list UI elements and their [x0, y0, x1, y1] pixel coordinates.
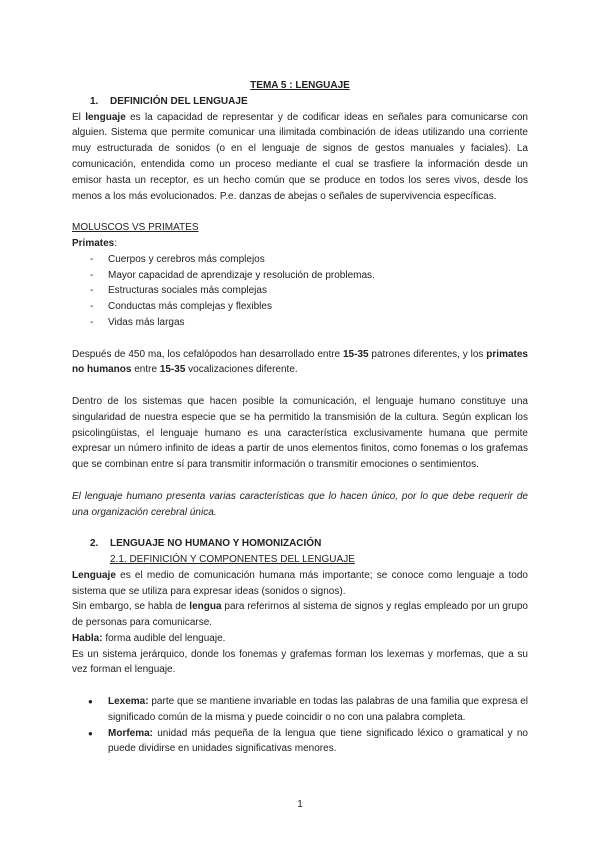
document-title: TEMA 5 : LENGUAJE	[250, 80, 350, 91]
italic-note: El lenguaje humano presenta varias características que lo hacen único, por lo que debe requerir de una organización cerebral única.	[72, 490, 528, 518]
primates-label: Primates:	[72, 237, 118, 249]
list-item: - Cuerpos y cerebros más complejos	[72, 252, 528, 268]
intro-paragraph: El lenguaje es la capacidad de representar y de codificar ideas en señales para comunicarse con alguien. Sistema que permite comunicar una ilimitada combinación de ideas utilizando una corriente muy estructurada de sonidos (o en el lenguaje de signos de gestos manuales y faciales). La comunicación, entendida como un proceso mediante el cual se trasfiere la información desde un emisor hasta un receptor, es un hecho común que se produce en todos los seres vivos, desde los menos a los más evolucionados. P.e. danzas de abejas o señales de supervivencia específicas.	[72, 111, 528, 202]
lenguaje-paragraph: Lenguaje es el medio de comunicación humana más importante; se conoce como lenguaje a todo sistema que se utiliza para expresar ideas (sonidos o signos).	[72, 569, 528, 597]
moluscos-heading: MOLUSCOS VS PRIMATES	[72, 222, 199, 234]
habla-paragraph: Habla: forma audible del lenguaje.	[72, 632, 226, 644]
bullet-icon: ●	[88, 697, 93, 707]
list-item-morfema: ● Morfema: unidad más pequeña de la lengua que tiene significado léxico o gramatical y no puede dividirse en unidades significativas menores.	[88, 727, 528, 755]
list-item: - Mayor capacidad de aprendizaje y resolución de problemas.	[72, 268, 528, 284]
document-page	[72, 0, 528, 757]
section-2-heading: 2. LENGUAJE NO HUMANO Y HOMONIZACIÓN	[90, 538, 322, 550]
list-item: - Vidas más largas	[72, 315, 528, 331]
list-item-lexema: ● Lexema: parte que se mantiene invariable en todas las palabras de una familia que expresa el significado común de la misma y puede coincidir o no con una palabra completa.	[88, 696, 528, 723]
subsection-2-1-heading: 2.1. DEFINICIÓN Y COMPONENTES DEL LENGUAJE	[110, 553, 355, 565]
lengua-paragraph: Sin embargo, se habla de lengua para referirnos al sistema de signos y reglas empleado por un grupo de personas para comunicarse.	[72, 601, 528, 629]
primates-list	[72, 252, 528, 331]
dentro-paragraph: Dentro de los sistemas que hacen posible la comunicación, el lenguaje humano constituye una singularidad de nuestra especie que se ha permitido la transmisión de la cultura. Según explican los psicolingüistas, el lenguaje humano es una característica exclusivamente humana que permite expresar un número infinito de ideas a partir de unos elementos finitos, como fonemas o los grafemas que se combinan entre sí para transmitir información o transmitir emociones o sentimientos.	[72, 395, 528, 471]
components-list	[72, 694, 528, 757]
list-item: - Conductas más complejas y flexibles	[72, 299, 528, 315]
section-1-heading: 1. DEFINICIÓN DEL LENGUAJE	[90, 95, 248, 107]
cefalopodos-paragraph: Después de 450 ma, los cefalópodos han desarrollado entre 15-35 patrones diferentes, y los primates no humanos entre 15-35 vocalizaciones diferente.	[72, 348, 528, 376]
list-item: - Estructuras sociales más complejas	[72, 283, 528, 299]
page-number: 1	[297, 799, 303, 811]
bullet-icon: ●	[88, 728, 93, 738]
jerarquico-paragraph: Es un sistema jerárquico, donde los fonemas y grafemas forman los lexemas y morfemas, que a su vez forman el lenguaje.	[72, 648, 528, 676]
